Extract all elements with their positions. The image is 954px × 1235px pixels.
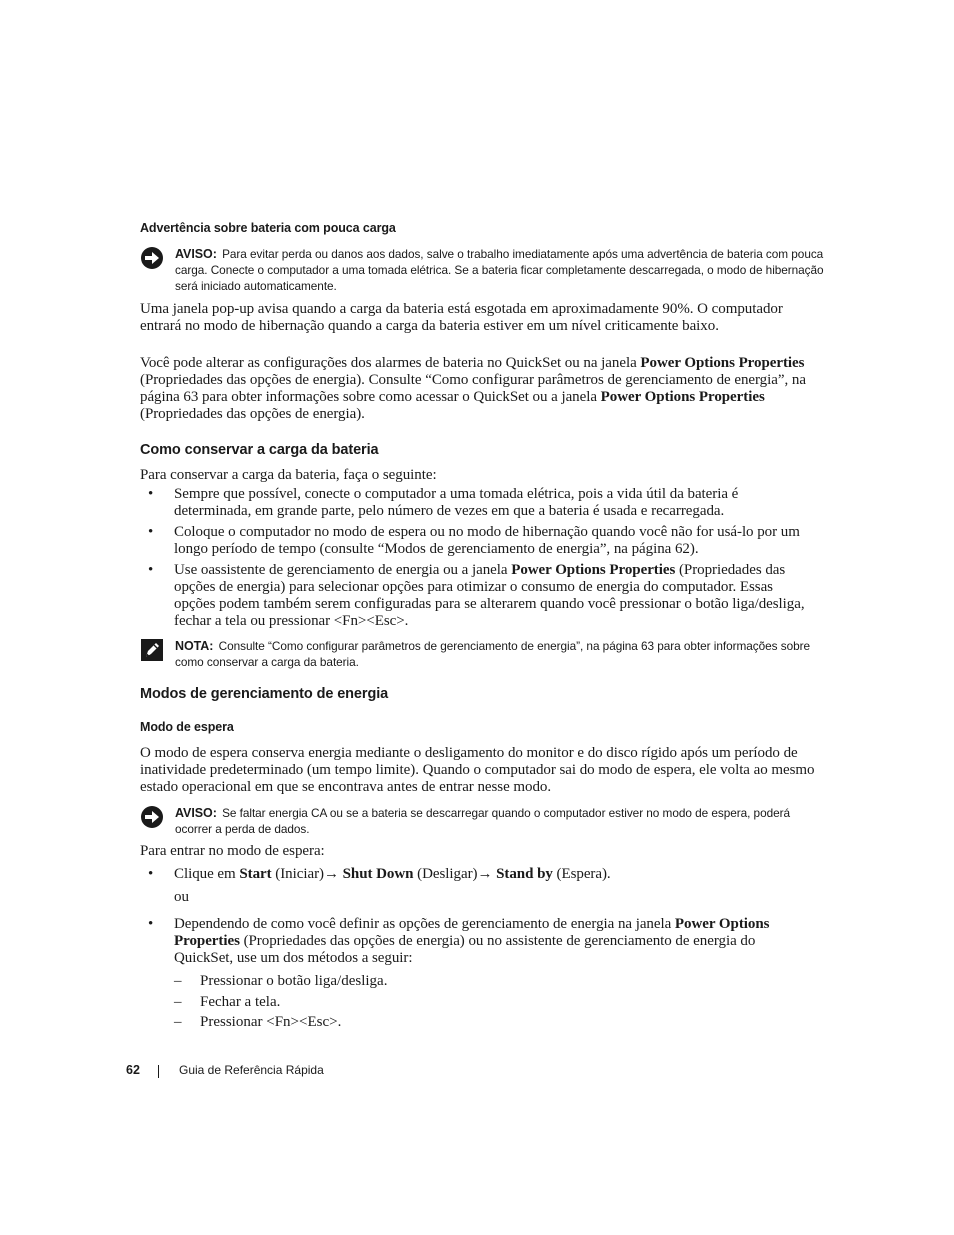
bullet-marker: • [148, 562, 154, 578]
standby-1-text-g: (Espera). [552, 866, 611, 882]
nota-notice-text [175, 638, 825, 670]
low-battery-heading: Advertência sobre bateria com pouca carga [140, 221, 396, 235]
list-item-text [174, 866, 814, 883]
sub-list-item-text: Fechar a tela. [200, 994, 281, 1010]
standby-enter-intro: Para entrar no modo de espera: [140, 843, 325, 859]
footer-title: Guia de Referência Rápida [179, 1063, 324, 1077]
conserve-3-text-c: (Propriedades das opções de energia) para selecionar opções para otimizar o consumo de energia do computador. Essas opções podem também serem configuradas para se alterarem quando você pressionar o botão liga/desliga, fechar a tela ou pressionar <Fn><Esc>. [174, 562, 805, 629]
alarms-paragraph [140, 355, 820, 423]
aviso-label: AVISO: [175, 806, 217, 820]
power-options-bold-1: Power Options Properties [640, 355, 805, 371]
bullet-marker: • [148, 486, 154, 502]
alarms-text-c: (Propriedades das opções de energia). Consulte “Como configurar parâmetros de gerenciamento de energia”, na página 63 para obter informações sobre como acessar o QuickSet ou a janela [140, 372, 806, 405]
standby-1-text-a: Clique em [174, 866, 240, 882]
bullet-marker: • [148, 866, 154, 882]
bullet-marker: • [148, 524, 154, 540]
list-item-text: Sempre que possível, conecte o computador a uma tomada elétrica, pois a vida útil da bateria é determinada, em grande parte, pelo número de vezes em que a bateria é usada e recarregada. [174, 486, 739, 519]
or-text: ou [174, 889, 189, 905]
standby-heading: Modo de espera [140, 720, 234, 734]
shut-down-bold: Shut Down [342, 866, 414, 882]
standby-2-text-a: Dependendo de como você definir as opções de gerenciamento de energia na janela [174, 916, 675, 932]
aviso-body: Se faltar energia CA ou se a bateria se descarregar quando o computador estiver no modo de espera, poderá ocorrer a perda de dados. [175, 806, 790, 836]
conserve-heading: Como conservar a carga da bateria [140, 442, 379, 458]
list-item-text [174, 562, 814, 630]
aviso-notice-1-text [175, 246, 825, 294]
dash-marker: – [174, 1014, 182, 1030]
list-item-text: Coloque o computador no modo de espera ou no modo de hibernação quando você não for usá-lo por um longo período de tempo (consulte “Modos de gerenciamento de energia”, na página 62). [174, 524, 800, 557]
list-item-text [174, 916, 814, 967]
standby-1-text-c: (Iniciar)→ [271, 866, 343, 882]
aviso-notice-2-text [175, 805, 825, 837]
note-pencil-icon [140, 638, 164, 662]
sub-list-item-text: Pressionar o botão liga/desliga. [200, 973, 388, 989]
page-number: 62 [126, 1063, 140, 1077]
aviso-label: AVISO: [175, 247, 217, 261]
dash-marker: – [174, 973, 182, 989]
warning-arrow-icon [140, 805, 164, 829]
nota-body: Consulte “Como configurar parâmetros de gerenciamento de energia”, na página 63 para obter informações sobre como conservar a carga da bateria. [175, 639, 810, 669]
stand-by-bold: Stand by [496, 866, 553, 882]
power-options-bold-3: Power Options Properties [511, 562, 676, 578]
popup-paragraph: Uma janela pop-up avisa quando a carga da bateria está esgotada em aproximadamente 90%. O computador entrará no modo de hibernação quando a carga da bateria estiver em um nível criticamente baixo. [140, 301, 783, 334]
standby-2-text-c: (Propriedades das opções de energia) ou no assistente de gerenciamento de energia do QuickSet, use um dos métodos a seguir: [174, 933, 756, 966]
conserve-intro: Para conservar a carga da bateria, faça o seguinte: [140, 467, 437, 483]
alarms-text-a: Você pode alterar as configurações dos alarmes de bateria no QuickSet ou na janela [140, 355, 641, 371]
sub-list-item-text: Pressionar <Fn><Esc>. [200, 1014, 342, 1030]
conserve-3-text-a: Use oassistente de gerenciamento de energia ou a janela [174, 562, 512, 578]
warning-arrow-icon [140, 246, 164, 270]
aviso-body: Para evitar perda ou danos aos dados, salve o trabalho imediatamente após uma advertência de bateria com pouca carga. Conecte o computador a uma tomada elétrica. Se a bateria ficar completamente descarregada, o modo de hibernação será iniciado automaticamente. [175, 247, 824, 293]
alarms-text-e: (Propriedades das opções de energia). [140, 406, 365, 422]
start-bold: Start [239, 866, 272, 882]
dash-marker: – [174, 994, 182, 1010]
power-options-bold-4: Power Options Properties [174, 916, 770, 949]
standby-1-text-e: (Desligar)→ [413, 866, 497, 882]
power-modes-heading: Modos de gerenciamento de energia [140, 686, 389, 702]
power-options-bold-2: Power Options Properties [600, 389, 765, 405]
standby-description: O modo de espera conserva energia mediante o desligamento do monitor e do disco rígido após um período de inatividade predeterminado (um tempo limite). Quando o computador sai do modo de espera, ele volta ao mesmo estado operacional em que se encontrava antes de entrar nesse modo. [140, 745, 815, 795]
bullet-marker: • [148, 916, 154, 932]
footer-separator [158, 1065, 159, 1078]
nota-label: NOTA: [175, 639, 214, 653]
